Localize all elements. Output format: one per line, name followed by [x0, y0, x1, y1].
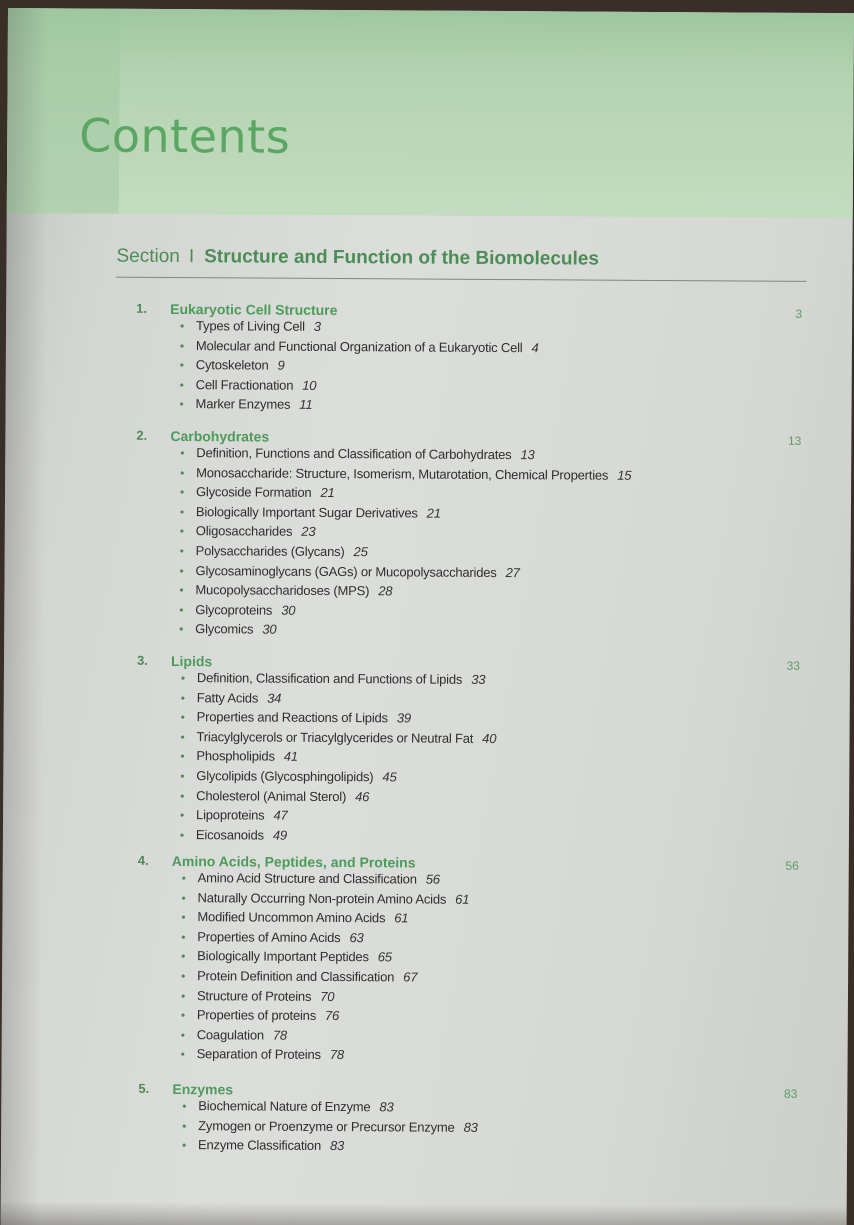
- toc-entry-page: 40: [482, 730, 497, 746]
- toc-entry: [179, 600, 630, 622]
- chapter-title: Eukaryotic Cell Structure: [170, 300, 338, 319]
- toc-entry: [179, 619, 630, 641]
- bullet-icon: •: [181, 969, 186, 984]
- section-title: Structure and Function of the Biomolecules: [204, 246, 600, 270]
- toc-entry-page: 39: [396, 710, 411, 726]
- chapter-title: Carbohydrates: [170, 428, 270, 445]
- chapter-number: 4.: [137, 852, 149, 868]
- bullet-icon: •: [181, 949, 186, 964]
- bullet-icon: •: [182, 1118, 187, 1133]
- bullet-icon: •: [180, 465, 185, 480]
- toc-entry-page: 83: [329, 1138, 345, 1154]
- toc-entry-page: 3: [313, 318, 321, 334]
- toc-entry-page: 21: [320, 485, 335, 501]
- toc-entry-label: Properties of Amino Acids: [197, 928, 341, 945]
- bullet-icon: •: [181, 929, 186, 944]
- chapter-5: [138, 1080, 798, 1154]
- bullet-icon: •: [181, 910, 186, 925]
- page-bottom-shadow: [1, 1201, 847, 1225]
- toc-entry-page: 30: [262, 621, 277, 637]
- toc-entry-label: Properties of proteins: [196, 1007, 317, 1024]
- toc-entry: [180, 805, 496, 827]
- toc-entry-page: 10: [302, 377, 317, 393]
- toc-entry-page: 63: [349, 929, 364, 945]
- toc-entry: [182, 868, 470, 889]
- toc-entry-label: Definition, Functions and Classification of Carbohydrates: [196, 445, 512, 463]
- toc-entry: [180, 541, 631, 563]
- toc-entry-page: 34: [267, 690, 282, 706]
- toc-entry-label: Protein Definition and Classification: [197, 968, 395, 985]
- toc-entry-label: Cholesterol (Animal Sterol): [196, 787, 347, 804]
- bullet-icon: •: [181, 871, 186, 886]
- toc-entry-page: 76: [324, 1008, 340, 1024]
- bullet-icon: •: [179, 524, 184, 539]
- toc-entry-page: 15: [617, 467, 632, 483]
- bullet-icon: •: [180, 988, 186, 1003]
- toc-entry-label: Enzyme Classification: [198, 1137, 322, 1154]
- toc-entry-page: 49: [272, 827, 287, 843]
- toc-entry: [182, 1135, 478, 1156]
- toc-entry-label: Fatty Acids: [196, 689, 259, 706]
- toc-entry-label: Phospholipids: [196, 748, 275, 765]
- toc-entry-label: Glycoproteins: [195, 601, 273, 618]
- toc-entry: [181, 1044, 469, 1065]
- bullet-icon: •: [180, 485, 185, 500]
- toc-entry-page: 56: [425, 871, 440, 887]
- toc-entry-page: 65: [377, 949, 392, 965]
- toc-entry: [181, 688, 497, 710]
- toc-entry-label: Biologically Important Peptides: [197, 948, 369, 965]
- toc-entry-page: 61: [394, 910, 409, 926]
- toc-entry: [181, 986, 469, 1007]
- toc-entry: [180, 443, 631, 465]
- toc-entry-page: 46: [355, 788, 370, 804]
- toc-entry-page: 30: [281, 602, 296, 618]
- toc-entry-label: Separation of Proteins: [196, 1046, 321, 1063]
- toc-entry: [180, 825, 496, 847]
- page-shadow: [1, 8, 48, 1225]
- section-heading: [116, 246, 806, 282]
- page-title: Contents: [79, 108, 291, 164]
- toc-entry: [180, 394, 539, 416]
- toc-entry-label: Amino Acid Structure and Classification: [197, 870, 417, 887]
- chapter-page-number: 3: [795, 306, 803, 321]
- toc-entry: [180, 482, 631, 504]
- toc-entry-page: 61: [455, 891, 470, 907]
- bullet-icon: •: [179, 622, 184, 637]
- chapter-number: 5.: [138, 1080, 150, 1096]
- chapter-title: Amino Acids, Peptides, and Proteins: [171, 853, 416, 871]
- toc-entry-page: 83: [379, 1099, 394, 1115]
- toc-entry-label: Cytoskeleton: [195, 357, 269, 373]
- toc-entry-label: Glycomics: [195, 621, 254, 637]
- toc-entry: [180, 316, 539, 338]
- chapter-title: Enzymes: [172, 1081, 234, 1098]
- chapter-page-number: 33: [786, 658, 801, 673]
- toc-entry-label: Glycolipids (Glycosphingolipids): [196, 768, 374, 785]
- toc-entry: [181, 668, 497, 690]
- bullet-icon: •: [179, 338, 184, 353]
- toc-entry-page: 21: [426, 505, 441, 521]
- chapter-page-number: 13: [787, 433, 802, 448]
- chapter-1: [136, 300, 803, 413]
- bullet-icon: •: [179, 583, 184, 598]
- bullet-icon: •: [179, 563, 184, 578]
- toc-entry-label: Definition, Classification and Functions of Lipids: [196, 670, 463, 687]
- toc-entry: [180, 375, 539, 397]
- bullet-icon: •: [180, 446, 185, 461]
- bullet-icon: •: [181, 890, 186, 905]
- toc-entry-label: Structure of Proteins: [196, 987, 312, 1004]
- toc-entry-page: 11: [299, 397, 313, 413]
- chapter-topic-list: [179, 443, 631, 642]
- toc-entry: [180, 463, 631, 485]
- book-page: [1, 8, 854, 1225]
- chapter-topic-list: [180, 316, 539, 416]
- chapter-topic-list: [182, 1096, 478, 1157]
- toc-entry-label: Polysaccharides (Glycans): [195, 543, 345, 560]
- chapter-2: [136, 427, 802, 637]
- bullet-icon: •: [179, 504, 184, 519]
- chapter-number: 2.: [136, 427, 148, 443]
- bullet-icon: •: [180, 1047, 185, 1062]
- toc-entry-label: Lipoproteins: [196, 807, 265, 823]
- toc-entry-page: 27: [505, 564, 520, 580]
- bullet-icon: •: [180, 671, 185, 686]
- toc-entry-label: Mucopolysaccharidoses (MPS): [195, 582, 370, 599]
- toc-entry-page: 83: [463, 1119, 478, 1135]
- toc-entry-label: Monosaccharide: Structure, Isomerism, Mutarotation, Chemical Properties: [196, 464, 609, 483]
- toc-entry-page: 23: [301, 524, 316, 540]
- toc-entry-label: Modified Uncommon Amino Acids: [197, 909, 386, 926]
- chapter-topic-list: [181, 868, 470, 1066]
- toc-entry-page: 4: [531, 339, 539, 355]
- chapter-number: 1.: [136, 300, 148, 316]
- toc-entry: [181, 946, 469, 967]
- toc-entry: [181, 927, 469, 948]
- bullet-icon: •: [179, 397, 184, 412]
- section-number: I: [188, 246, 195, 268]
- bullet-icon: •: [180, 1027, 185, 1042]
- bullet-icon: •: [179, 544, 184, 559]
- toc-entry-label: Cell Fractionation: [195, 376, 294, 393]
- chapter-3: [136, 652, 801, 843]
- toc-entry: [181, 907, 469, 928]
- bullet-icon: •: [180, 749, 185, 764]
- toc-entry-label: Biologically Important Sugar Derivatives: [195, 503, 418, 521]
- bullet-icon: •: [180, 319, 185, 334]
- toc-entry: [180, 502, 631, 524]
- toc-entry: [180, 521, 631, 543]
- bullet-icon: •: [179, 827, 185, 842]
- toc-entry-label: Coagulation: [196, 1026, 264, 1043]
- toc-entry-label: Marker Enzymes: [195, 396, 291, 413]
- bullet-icon: •: [180, 690, 185, 705]
- toc-entry-label: Eicosanoids: [195, 826, 264, 843]
- bullet-icon: •: [180, 710, 185, 725]
- chapter-number: 3.: [136, 652, 148, 668]
- bullet-icon: •: [179, 377, 184, 392]
- toc-entry-page: 9: [277, 357, 285, 373]
- toc-entry: [182, 888, 470, 909]
- chapter-page-number: 56: [785, 858, 799, 873]
- toc-entry-page: 25: [353, 544, 368, 560]
- toc-entry-page: 70: [320, 988, 335, 1004]
- toc-entry-page: 45: [382, 769, 397, 785]
- bullet-icon: •: [180, 1008, 185, 1023]
- chapter-topic-list: [180, 668, 497, 846]
- toc-entry: [181, 707, 497, 729]
- toc-entry: [180, 561, 631, 583]
- chapter-page-number: 83: [783, 1086, 798, 1101]
- bullet-icon: •: [180, 769, 185, 784]
- toc-entry-page: 67: [403, 969, 418, 985]
- toc-entry: [181, 1025, 469, 1046]
- toc-entry-label: Properties and Reactions of Lipids: [196, 709, 388, 726]
- toc-entry-page: 41: [283, 749, 298, 765]
- toc-entry-page: 13: [520, 447, 535, 463]
- toc-entry-label: Biochemical Nature of Enzyme: [198, 1098, 371, 1115]
- bullet-icon: •: [179, 602, 184, 617]
- toc-entry: [180, 355, 539, 377]
- bullet-icon: •: [182, 1138, 187, 1153]
- toc-entry: [180, 727, 496, 749]
- toc-entry-label: Triacylglycerols or Triacylglycerides or Neutral Fat: [196, 728, 474, 746]
- toc-entry: [181, 1005, 469, 1026]
- toc-entry-page: 78: [272, 1027, 288, 1043]
- chapter-title: Lipids: [170, 653, 213, 670]
- toc-entry-page: 47: [273, 807, 288, 823]
- toc-entry-label: Types of Living Cell: [196, 318, 305, 334]
- toc-entry: [182, 1116, 478, 1137]
- toc-entry: [180, 786, 496, 808]
- chapter-4: [137, 852, 799, 1063]
- toc-entry-label: Naturally Occurring Non-protein Amino Acids: [197, 889, 447, 907]
- toc-entry-label: Molecular and Functional Organization of a Eukaryotic Cell: [195, 337, 523, 355]
- bullet-icon: •: [179, 358, 184, 373]
- toc-entry: [181, 966, 469, 987]
- section-label: Section: [116, 245, 180, 268]
- toc-entry-label: Glycosaminoglycans (GAGs) or Mucopolysaccharides: [195, 562, 497, 580]
- bullet-icon: •: [182, 1099, 187, 1114]
- toc-entry: [182, 1096, 478, 1117]
- bullet-icon: •: [180, 788, 185, 803]
- toc-entry-page: 33: [471, 671, 486, 687]
- toc-entry: [180, 746, 496, 768]
- toc-entry-label: Zymogen or Proenzyme or Precursor Enzyme: [198, 1117, 455, 1135]
- bullet-icon: •: [180, 729, 185, 744]
- toc-entry: [180, 766, 496, 788]
- toc-entry-page: 28: [378, 583, 393, 599]
- toc-entry-label: Glycoside Formation: [196, 484, 312, 501]
- toc-entry: [179, 580, 630, 602]
- toc-entry-label: Oligosaccharides: [195, 523, 293, 540]
- toc-entry-page: 78: [329, 1047, 344, 1063]
- bullet-icon: •: [180, 808, 185, 823]
- toc-entry: [180, 336, 539, 358]
